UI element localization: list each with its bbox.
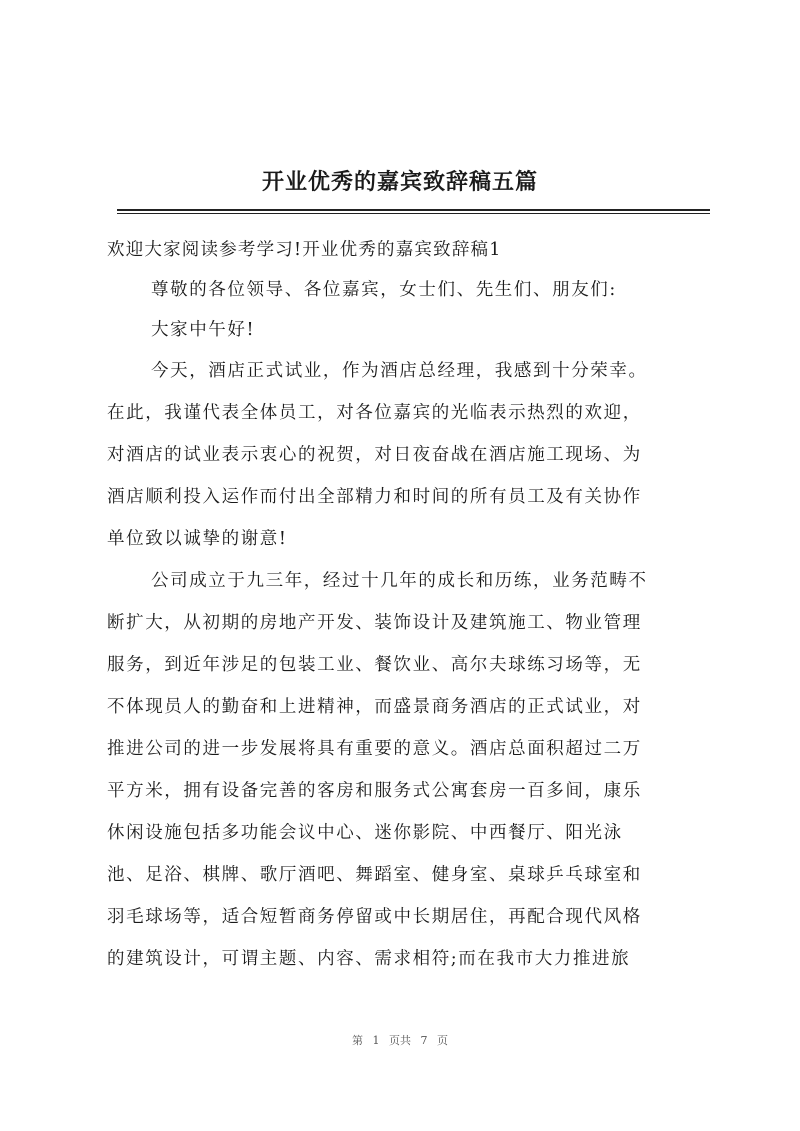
paragraph-line: 服务，到近年涉足的包装工业、餐饮业、高尔夫球练习场等，无 — [107, 655, 642, 675]
salutation: 尊敬的各位领导、各位嘉宾，女士们、先生们、朋友们: — [151, 280, 617, 300]
paragraph-line: 今天，酒店正式试业，作为酒店总经理，我感到十分荣幸。 — [151, 361, 648, 381]
paragraph-line: 平方米，拥有设备完善的客房和服务式公寓套房一百多间，康乐 — [107, 781, 642, 801]
greeting: 大家中午好! — [151, 320, 256, 340]
paragraph-line: 推进公司的进一步发展将具有重要的意义。酒店总面积超过二万 — [107, 739, 642, 759]
paragraph-line: 单位致以诚挚的谢意! — [107, 529, 288, 549]
paragraph-line: 的建筑设计，可谓主题、内容、需求相符;而在我市大力推进旅 — [107, 949, 631, 969]
paragraph-line: 断扩大，从初期的房地产开发、装饰设计及建筑施工、物业管理 — [107, 613, 642, 633]
paragraph-line: 在此，我谨代表全体员工，对各位嘉宾的光临表示热烈的欢迎， — [107, 403, 642, 423]
title-divider — [117, 209, 710, 214]
document-title: 开业优秀的嘉宾致辞稿五篇 — [261, 169, 538, 195]
paragraph-line: 酒店顺利投入运作而付出全部精力和时间的所有员工及有关协作 — [107, 487, 642, 507]
paragraph-line: 羽毛球场等，适合短暂商务停留或中长期居住，再配合现代风格 — [107, 907, 642, 927]
paragraph-line: 不体现员人的勤奋和上进精神，而盛景商务酒店的正式试业，对 — [107, 697, 642, 717]
intro-line: 欢迎大家阅读参考学习!开业优秀的嘉宾致辞稿1 — [107, 240, 502, 260]
page-number: 第 1 页共 7 页 — [352, 1034, 448, 1047]
paragraph-line: 对酒店的试业表示衷心的祝贺，对日夜奋战在酒店施工现场、为 — [107, 445, 642, 465]
paragraph-line: 公司成立于九三年，经过十几年的成长和历练，业务范畴不 — [151, 571, 648, 591]
paragraph-line: 池、足浴、棋牌、歌厅酒吧、舞蹈室、健身室、桌球乒乓球室和 — [107, 865, 642, 885]
paragraph-line: 休闲设施包括多功能会议中心、迷你影院、中西餐厅、阳光泳 — [107, 823, 623, 843]
